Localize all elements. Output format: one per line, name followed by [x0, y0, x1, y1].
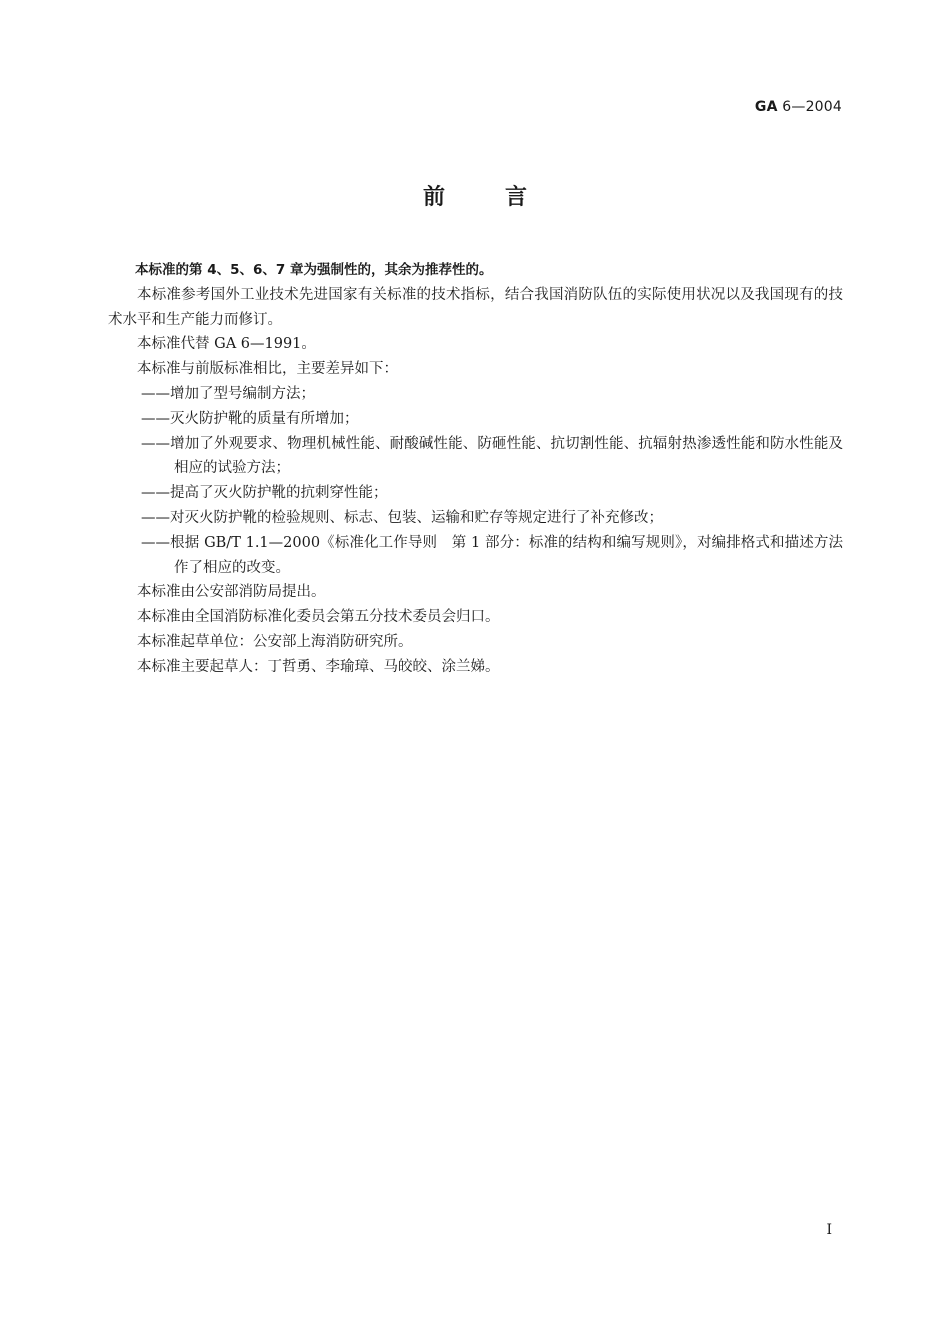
mandatory-statement: 本标准的第 4、5、6、7 章为强制性的，其余为推荐性的。: [135, 262, 493, 278]
reference-paragraph: 本标准参考国外工业技术先进国家有关标准的技术指标，结合我国消防队伍的实际使用状况以及我国现有的技术水平和生产能力而修订。: [108, 286, 843, 328]
page-number: I: [826, 1222, 832, 1238]
standard-code-number: 6—2004: [777, 99, 842, 115]
standard-code: [755, 99, 842, 115]
change-item: ——提高了灭火防护靴的抗刺穿性能；: [141, 485, 388, 502]
drafters-paragraph: 本标准主要起草人：丁哲勇、李瑜璋、马皎皎、涂兰娣。: [137, 658, 500, 675]
proposer-paragraph: 本标准由公安部消防局提出。: [137, 584, 326, 601]
change-item: ——根据 GB/T 1.1—2000《标准化工作导则 第 1 部分：标准的结构和编写规则》，对编排格式和描述方法作了相应的改变。: [141, 534, 843, 576]
change-item: ——增加了型号编制方法；: [141, 385, 315, 402]
page-title: 前言: [422, 185, 587, 210]
committee-paragraph: 本标准由全国消防标准化委员会第五分技术委员会归口。: [137, 609, 500, 626]
change-item: ——灭火防护靴的质量有所增加；: [141, 410, 359, 427]
drafting-unit-paragraph: 本标准起草单位：公安部上海消防研究所。: [137, 633, 413, 650]
foreword-body: [108, 258, 843, 680]
standard-code-prefix: GA: [754, 99, 778, 115]
change-item: ——增加了外观要求、物理机械性能、耐酸碱性能、防砸性能、抗切割性能、抗辐射热渗透性能和防水性能及相应的试验方法；: [141, 435, 843, 477]
replacement-paragraph: 本标准代替 GA 6—1991。: [137, 336, 316, 353]
change-item: ——对灭火防护靴的检验规则、标志、包装、运输和贮存等规定进行了补充修改；: [141, 509, 663, 526]
differences-intro: 本标准与前版标准相比，主要差异如下：: [137, 361, 398, 378]
